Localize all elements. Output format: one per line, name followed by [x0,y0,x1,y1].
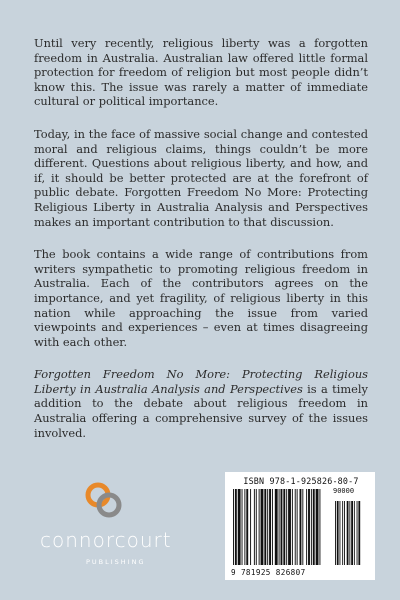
barcode-addon-bar [357,501,358,565]
barcode-bar [272,489,273,565]
barcode-addon-bar [337,501,339,565]
barcode-bar [261,489,264,565]
barcode-bar [308,489,310,565]
barcode-addon-bar [349,501,350,565]
barcode-bar [254,489,255,565]
barcode-addon-bar [335,501,336,565]
barcode-addon-bar [354,501,355,565]
barcode-bar [295,489,296,565]
barcode-bar [311,489,312,565]
barcode-bar [264,489,266,565]
barcode-addon-bar [351,501,353,565]
blurb-paragraph-4-rest: is a timely addition to the debate about religious freedom in Australia offering a comprehensive survey of the issues involved. [34,381,368,440]
barcode-bar [244,489,245,565]
blurb-paragraph-3: The book contains a wide range of contributions from writers sympathetic to promoting religious freedom in Australia. Each of the contributors agrees on the importance, and yet fragility, of religious liberty in this nation while approaching the issue from varied viewpoints and experiences – even at times disagreeing with each other. [34,247,368,349]
publisher-name: connorcourt [40,528,172,552]
barcode-bar [233,489,234,565]
blurb-paragraph-1: Until very recently, religious liberty was a forgotten freedom in Australia. Australian law offered little formal protection for freedom of religion but most people didn’t know this. The issue was rarely a matter of immediate cultural or political importance. [34,36,368,109]
barcode-bar [238,489,241,565]
barcode-bar [302,489,303,565]
price-code: 90000 [333,487,355,495]
barcode-bar [235,489,237,565]
barcode-bar [319,489,320,565]
barcode-addon-bar [358,501,360,565]
barcode-bar [283,489,285,565]
barcode-bar [292,489,293,565]
barcode-addon-bar [342,501,343,565]
book-title-italic: Forgotten Freedom No More: Protecting Religious Liberty in Australia Analysis and Perspectives [34,367,368,396]
blurb-paragraph-4 [34,367,368,440]
barcode-bar [242,489,243,565]
connor-court-rings-icon [84,480,124,520]
barcode-addon-bar [344,501,345,565]
isbn-barcode [225,472,375,580]
barcode-bar [306,489,307,565]
barcode-bar [313,489,315,565]
barcode-bar [259,489,260,565]
barcode-bar [288,489,291,565]
barcode-addon-bar [340,501,341,565]
barcode-bars [231,489,369,567]
ean-digits: 9 781925 826807 [231,568,306,577]
publisher-tagline: PUBLISHING [86,558,146,566]
barcode-bar [286,489,287,565]
barcode-bar [246,489,248,565]
barcode-bar [300,489,302,565]
back-cover-blurb [34,36,368,458]
blurb-paragraph-2: Today, in the face of massive social change and contested moral and religious claims, things couldn’t be more different. Questions about religious liberty, and how, and if, it should be better protected are at the forefront of public debate. Forgotten Freedom No More: Protecting Religious Liberty in Australia Analysis and Perspectives makes an important contribution to that discussion. [34,126,368,229]
barcode-bar [267,489,268,565]
barcode-bar [297,489,298,565]
barcode-bar [316,489,319,565]
barcode-bar [269,489,271,565]
barcode-bar [250,489,251,565]
barcode-bar [279,489,280,565]
barcode-addon-bar [347,501,349,565]
barcode-bar [281,489,283,565]
publisher-logo [40,478,172,578]
barcode-bar [256,489,257,565]
isbn-label: ISBN 978-1-925826-80-7 [243,476,359,486]
barcode-bar [275,489,278,565]
